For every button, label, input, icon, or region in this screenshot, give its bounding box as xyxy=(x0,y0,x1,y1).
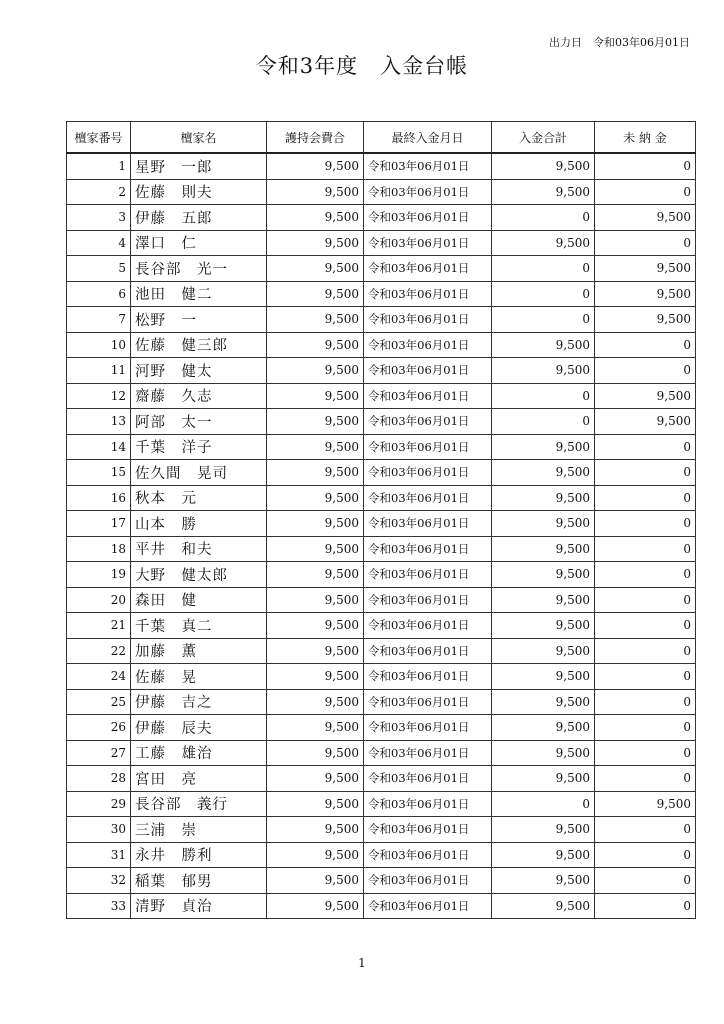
column-header-last-payment-date: 最終入金月日 xyxy=(364,122,492,154)
cell-paid-total: 9,500 xyxy=(492,740,595,766)
cell-paid-total: 0 xyxy=(492,256,595,282)
cell-last-payment-date: 令和03年06月01日 xyxy=(364,536,492,562)
cell-last-payment-date: 令和03年06月01日 xyxy=(364,434,492,460)
cell-last-payment-date: 令和03年06月01日 xyxy=(364,715,492,741)
cell-member-name: 佐藤 則夫 xyxy=(131,179,267,205)
table-row xyxy=(67,868,696,894)
cell-paid-total: 9,500 xyxy=(492,842,595,868)
cell-member-no: 25 xyxy=(67,689,131,715)
cell-paid-total: 9,500 xyxy=(492,179,595,205)
cell-paid-total: 9,500 xyxy=(492,332,595,358)
cell-fee: 9,500 xyxy=(267,511,364,537)
cell-paid-total: 9,500 xyxy=(492,817,595,843)
cell-fee: 9,500 xyxy=(267,358,364,384)
output-date-value: 令和03年06月01日 xyxy=(593,36,690,49)
cell-unpaid: 9,500 xyxy=(595,791,696,817)
cell-fee: 9,500 xyxy=(267,485,364,511)
cell-paid-total: 9,500 xyxy=(492,638,595,664)
cell-member-name: 加藤 薫 xyxy=(131,638,267,664)
page-number: 1 xyxy=(358,956,366,970)
cell-last-payment-date: 令和03年06月01日 xyxy=(364,766,492,792)
cell-fee: 9,500 xyxy=(267,664,364,690)
cell-paid-total: 0 xyxy=(492,281,595,307)
cell-last-payment-date: 令和03年06月01日 xyxy=(364,791,492,817)
cell-member-no: 32 xyxy=(67,868,131,894)
cell-fee: 9,500 xyxy=(267,587,364,613)
table-row xyxy=(67,409,696,435)
cell-last-payment-date: 令和03年06月01日 xyxy=(364,893,492,919)
cell-member-name: 長谷部 光一 xyxy=(131,256,267,282)
cell-unpaid: 0 xyxy=(595,689,696,715)
table-row xyxy=(67,587,696,613)
cell-member-name: 秋本 元 xyxy=(131,485,267,511)
cell-paid-total: 0 xyxy=(492,205,595,231)
cell-fee: 9,500 xyxy=(267,791,364,817)
cell-member-no: 26 xyxy=(67,715,131,741)
cell-fee: 9,500 xyxy=(267,817,364,843)
table-row xyxy=(67,485,696,511)
cell-fee: 9,500 xyxy=(267,256,364,282)
cell-last-payment-date: 令和03年06月01日 xyxy=(364,638,492,664)
table-row xyxy=(67,613,696,639)
cell-unpaid: 9,500 xyxy=(595,205,696,231)
cell-last-payment-date: 令和03年06月01日 xyxy=(364,205,492,231)
cell-member-name: 千葉 真二 xyxy=(131,613,267,639)
cell-last-payment-date: 令和03年06月01日 xyxy=(364,307,492,333)
cell-unpaid: 0 xyxy=(595,715,696,741)
cell-paid-total: 9,500 xyxy=(492,460,595,486)
cell-unpaid: 0 xyxy=(595,358,696,384)
cell-member-name: 伊藤 五郎 xyxy=(131,205,267,231)
cell-member-name: 永井 勝利 xyxy=(131,842,267,868)
cell-last-payment-date: 令和03年06月01日 xyxy=(364,868,492,894)
cell-member-no: 24 xyxy=(67,664,131,690)
cell-member-name: 佐藤 晃 xyxy=(131,664,267,690)
cell-paid-total: 9,500 xyxy=(492,766,595,792)
output-date xyxy=(549,34,690,50)
cell-member-no: 17 xyxy=(67,511,131,537)
cell-fee: 9,500 xyxy=(267,562,364,588)
cell-unpaid: 0 xyxy=(595,511,696,537)
cell-member-name: 佐久間 晃司 xyxy=(131,460,267,486)
cell-member-no: 15 xyxy=(67,460,131,486)
cell-member-name: 星野 一郎 xyxy=(131,153,267,179)
cell-member-no: 1 xyxy=(67,153,131,179)
cell-member-name: 工藤 雄治 xyxy=(131,740,267,766)
cell-paid-total: 9,500 xyxy=(492,511,595,537)
cell-member-no: 28 xyxy=(67,766,131,792)
table-row xyxy=(67,817,696,843)
cell-fee: 9,500 xyxy=(267,893,364,919)
table-row xyxy=(67,664,696,690)
cell-fee: 9,500 xyxy=(267,613,364,639)
table-row xyxy=(67,179,696,205)
cell-member-no: 16 xyxy=(67,485,131,511)
table-row xyxy=(67,307,696,333)
table-row xyxy=(67,256,696,282)
cell-paid-total: 9,500 xyxy=(492,664,595,690)
cell-member-name: 池田 健二 xyxy=(131,281,267,307)
cell-fee: 9,500 xyxy=(267,307,364,333)
cell-unpaid: 0 xyxy=(595,613,696,639)
column-header-paid-total: 入金合計 xyxy=(492,122,595,154)
cell-member-no: 19 xyxy=(67,562,131,588)
cell-unpaid: 0 xyxy=(595,460,696,486)
cell-paid-total: 9,500 xyxy=(492,715,595,741)
cell-fee: 9,500 xyxy=(267,281,364,307)
cell-unpaid: 0 xyxy=(595,485,696,511)
column-header-fee: 護持会費合 xyxy=(267,122,364,154)
cell-paid-total: 0 xyxy=(492,383,595,409)
cell-last-payment-date: 令和03年06月01日 xyxy=(364,562,492,588)
table-row xyxy=(67,893,696,919)
cell-member-name: 千葉 洋子 xyxy=(131,434,267,460)
table-row xyxy=(67,230,696,256)
cell-member-name: 齋藤 久志 xyxy=(131,383,267,409)
cell-member-no: 5 xyxy=(67,256,131,282)
cell-fee: 9,500 xyxy=(267,434,364,460)
table-row xyxy=(67,638,696,664)
table-row xyxy=(67,358,696,384)
cell-unpaid: 9,500 xyxy=(595,307,696,333)
cell-fee: 9,500 xyxy=(267,868,364,894)
cell-member-name: 平井 和夫 xyxy=(131,536,267,562)
ledger-body xyxy=(67,153,696,919)
cell-unpaid: 0 xyxy=(595,868,696,894)
cell-paid-total: 9,500 xyxy=(492,613,595,639)
cell-member-name: 大野 健太郎 xyxy=(131,562,267,588)
cell-unpaid: 0 xyxy=(595,562,696,588)
cell-fee: 9,500 xyxy=(267,740,364,766)
cell-unpaid: 0 xyxy=(595,332,696,358)
cell-fee: 9,500 xyxy=(267,460,364,486)
table-row xyxy=(67,153,696,179)
cell-paid-total: 9,500 xyxy=(492,868,595,894)
cell-last-payment-date: 令和03年06月01日 xyxy=(364,587,492,613)
cell-member-no: 30 xyxy=(67,817,131,843)
cell-last-payment-date: 令和03年06月01日 xyxy=(364,842,492,868)
output-date-label: 出力日 xyxy=(549,36,582,49)
cell-last-payment-date: 令和03年06月01日 xyxy=(364,179,492,205)
cell-member-no: 4 xyxy=(67,230,131,256)
table-row xyxy=(67,842,696,868)
ledger-table xyxy=(66,121,696,919)
cell-paid-total: 9,500 xyxy=(492,689,595,715)
cell-last-payment-date: 令和03年06月01日 xyxy=(364,230,492,256)
cell-paid-total: 9,500 xyxy=(492,358,595,384)
cell-member-name: 稲葉 郁男 xyxy=(131,868,267,894)
cell-member-no: 10 xyxy=(67,332,131,358)
cell-unpaid: 0 xyxy=(595,817,696,843)
cell-last-payment-date: 令和03年06月01日 xyxy=(364,153,492,179)
table-row xyxy=(67,791,696,817)
cell-member-name: 佐藤 健三郎 xyxy=(131,332,267,358)
table-row xyxy=(67,383,696,409)
cell-member-name: 三浦 崇 xyxy=(131,817,267,843)
cell-unpaid: 0 xyxy=(595,434,696,460)
cell-last-payment-date: 令和03年06月01日 xyxy=(364,383,492,409)
cell-member-name: 森田 健 xyxy=(131,587,267,613)
cell-member-no: 29 xyxy=(67,791,131,817)
cell-last-payment-date: 令和03年06月01日 xyxy=(364,511,492,537)
cell-last-payment-date: 令和03年06月01日 xyxy=(364,664,492,690)
table-row xyxy=(67,434,696,460)
cell-unpaid: 9,500 xyxy=(595,383,696,409)
cell-paid-total: 0 xyxy=(492,409,595,435)
cell-unpaid: 0 xyxy=(595,153,696,179)
cell-member-no: 22 xyxy=(67,638,131,664)
cell-last-payment-date: 令和03年06月01日 xyxy=(364,817,492,843)
cell-member-no: 7 xyxy=(67,307,131,333)
cell-unpaid: 0 xyxy=(595,893,696,919)
cell-paid-total: 9,500 xyxy=(492,536,595,562)
column-header-unpaid: 未 納 金 xyxy=(595,122,696,154)
cell-member-name: 伊藤 吉之 xyxy=(131,689,267,715)
cell-member-no: 6 xyxy=(67,281,131,307)
cell-paid-total: 9,500 xyxy=(492,230,595,256)
cell-member-no: 33 xyxy=(67,893,131,919)
cell-paid-total: 9,500 xyxy=(492,434,595,460)
table-row xyxy=(67,460,696,486)
cell-paid-total: 9,500 xyxy=(492,587,595,613)
cell-fee: 9,500 xyxy=(267,638,364,664)
cell-member-name: 伊藤 辰夫 xyxy=(131,715,267,741)
cell-unpaid: 9,500 xyxy=(595,256,696,282)
cell-member-no: 3 xyxy=(67,205,131,231)
cell-unpaid: 0 xyxy=(595,230,696,256)
cell-last-payment-date: 令和03年06月01日 xyxy=(364,740,492,766)
cell-fee: 9,500 xyxy=(267,715,364,741)
cell-member-no: 2 xyxy=(67,179,131,205)
cell-last-payment-date: 令和03年06月01日 xyxy=(364,358,492,384)
cell-fee: 9,500 xyxy=(267,689,364,715)
table-row xyxy=(67,536,696,562)
cell-member-no: 18 xyxy=(67,536,131,562)
cell-unpaid: 0 xyxy=(595,536,696,562)
cell-member-name: 澤口 仁 xyxy=(131,230,267,256)
cell-fee: 9,500 xyxy=(267,766,364,792)
cell-unpaid: 0 xyxy=(595,740,696,766)
cell-fee: 9,500 xyxy=(267,153,364,179)
cell-member-no: 14 xyxy=(67,434,131,460)
table-row xyxy=(67,740,696,766)
cell-unpaid: 9,500 xyxy=(595,281,696,307)
cell-last-payment-date: 令和03年06月01日 xyxy=(364,281,492,307)
cell-unpaid: 0 xyxy=(595,842,696,868)
cell-unpaid: 9,500 xyxy=(595,409,696,435)
cell-paid-total: 9,500 xyxy=(492,153,595,179)
cell-member-name: 松野 一 xyxy=(131,307,267,333)
cell-unpaid: 0 xyxy=(595,664,696,690)
page-title: 令和3年度 入金台帳 xyxy=(255,54,469,78)
cell-member-no: 12 xyxy=(67,383,131,409)
cell-fee: 9,500 xyxy=(267,332,364,358)
cell-member-no: 11 xyxy=(67,358,131,384)
cell-last-payment-date: 令和03年06月01日 xyxy=(364,613,492,639)
cell-member-name: 河野 健太 xyxy=(131,358,267,384)
cell-fee: 9,500 xyxy=(267,230,364,256)
cell-member-name: 山本 勝 xyxy=(131,511,267,537)
cell-paid-total: 9,500 xyxy=(492,562,595,588)
cell-fee: 9,500 xyxy=(267,205,364,231)
cell-member-no: 27 xyxy=(67,740,131,766)
cell-member-no: 20 xyxy=(67,587,131,613)
table-row xyxy=(67,715,696,741)
cell-member-no: 13 xyxy=(67,409,131,435)
cell-paid-total: 9,500 xyxy=(492,893,595,919)
cell-member-name: 清野 貞治 xyxy=(131,893,267,919)
cell-last-payment-date: 令和03年06月01日 xyxy=(364,256,492,282)
cell-unpaid: 0 xyxy=(595,179,696,205)
cell-unpaid: 0 xyxy=(595,587,696,613)
cell-member-name: 長谷部 義行 xyxy=(131,791,267,817)
table-row xyxy=(67,205,696,231)
cell-paid-total: 0 xyxy=(492,307,595,333)
cell-last-payment-date: 令和03年06月01日 xyxy=(364,409,492,435)
cell-fee: 9,500 xyxy=(267,536,364,562)
cell-paid-total: 9,500 xyxy=(492,485,595,511)
cell-paid-total: 0 xyxy=(492,791,595,817)
cell-fee: 9,500 xyxy=(267,409,364,435)
cell-unpaid: 0 xyxy=(595,766,696,792)
table-row xyxy=(67,511,696,537)
table-row xyxy=(67,332,696,358)
cell-member-no: 21 xyxy=(67,613,131,639)
cell-last-payment-date: 令和03年06月01日 xyxy=(364,460,492,486)
cell-member-name: 阿部 太一 xyxy=(131,409,267,435)
table-row xyxy=(67,689,696,715)
cell-last-payment-date: 令和03年06月01日 xyxy=(364,332,492,358)
cell-fee: 9,500 xyxy=(267,383,364,409)
cell-member-name: 宮田 亮 xyxy=(131,766,267,792)
table-row xyxy=(67,562,696,588)
cell-fee: 9,500 xyxy=(267,842,364,868)
table-row xyxy=(67,281,696,307)
cell-member-no: 31 xyxy=(67,842,131,868)
cell-fee: 9,500 xyxy=(267,179,364,205)
cell-unpaid: 0 xyxy=(595,638,696,664)
cell-last-payment-date: 令和03年06月01日 xyxy=(364,689,492,715)
table-row xyxy=(67,766,696,792)
column-header-member-name: 檀家名 xyxy=(131,122,267,154)
cell-last-payment-date: 令和03年06月01日 xyxy=(364,485,492,511)
column-header-member-no: 檀家番号 xyxy=(67,122,131,154)
table-header-row xyxy=(67,122,696,154)
